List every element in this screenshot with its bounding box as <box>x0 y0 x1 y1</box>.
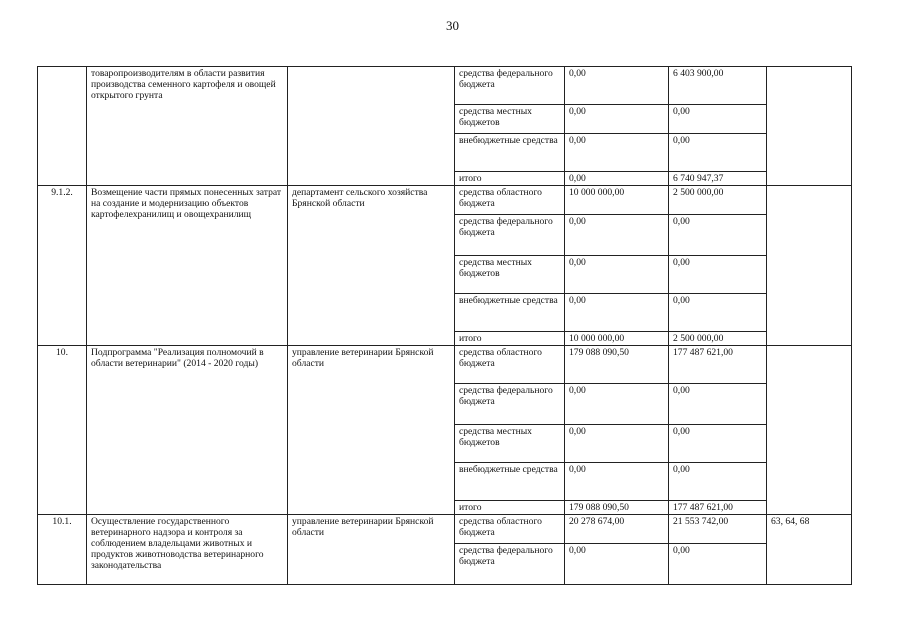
funding-source: средства федерального бюджета <box>455 384 565 425</box>
amount-1: 0,00 <box>565 105 669 134</box>
amount-2: 0,00 <box>669 105 767 134</box>
amount-1: 0,00 <box>565 172 669 186</box>
amount-1: 0,00 <box>565 215 669 256</box>
funding-source: средства областного бюджета <box>455 346 565 384</box>
funding-source: внебюджетные средства <box>455 294 565 332</box>
amount-1: 10 000 000,00 <box>565 332 669 346</box>
item-name: Осуществление государственного ветеринарного надзора и контроля за соблюдением владельцами животных и продуктов животноводства ветеринарного законодательства <box>87 515 288 585</box>
amount-1: 179 088 090,50 <box>565 501 669 515</box>
amount-1: 10 000 000,00 <box>565 186 669 215</box>
amount-2: 0,00 <box>669 544 767 585</box>
amount-2: 2 500 000,00 <box>669 186 767 215</box>
funding-source: внебюджетные средства <box>455 134 565 172</box>
funding-source: средства федерального бюджета <box>455 215 565 256</box>
amount-2: 6 740 947,37 <box>669 172 767 186</box>
table-row <box>38 186 852 215</box>
amount-2: 0,00 <box>669 215 767 256</box>
funding-source: средства местных бюджетов <box>455 105 565 134</box>
funding-source: средства федерального бюджета <box>455 544 565 585</box>
amount-2: 0,00 <box>669 384 767 425</box>
amount-2: 0,00 <box>669 256 767 294</box>
amount-1: 0,00 <box>565 463 669 501</box>
item-name: товаропроизводителям в области развития производства семенного картофеля и овощей открытого грунта <box>87 67 288 186</box>
item-executor <box>288 67 455 186</box>
indicator-numbers <box>767 186 852 346</box>
amount-2: 0,00 <box>669 425 767 463</box>
funding-source: средства местных бюджетов <box>455 256 565 294</box>
page-number: 30 <box>446 18 459 33</box>
item-executor: департамент сельского хозяйства Брянской области <box>288 186 455 346</box>
funding-source: итого <box>455 172 565 186</box>
table-row <box>38 346 852 384</box>
funding-source: средства федерального бюджета <box>455 67 565 105</box>
amount-2: 21 553 742,00 <box>669 515 767 544</box>
amount-1: 0,00 <box>565 294 669 332</box>
amount-2: 2 500 000,00 <box>669 332 767 346</box>
funding-source: итого <box>455 501 565 515</box>
amount-1: 0,00 <box>565 134 669 172</box>
amount-2: 0,00 <box>669 294 767 332</box>
amount-2: 0,00 <box>669 463 767 501</box>
amount-1: 179 088 090,50 <box>565 346 669 384</box>
amount-1: 0,00 <box>565 256 669 294</box>
item-name: Возмещение части прямых понесенных затрат на создание и модернизацию объектов картофелехранилищ и овощехранилищ <box>87 186 288 346</box>
amount-2: 177 487 621,00 <box>669 346 767 384</box>
indicator-numbers <box>767 346 852 515</box>
item-number: 10.1. <box>38 515 87 585</box>
item-executor: управление ветеринарии Брянской области <box>288 346 455 515</box>
amount-1: 0,00 <box>565 544 669 585</box>
amount-1: 0,00 <box>565 425 669 463</box>
funding-source: средства областного бюджета <box>455 515 565 544</box>
budget-table <box>37 66 852 585</box>
indicator-numbers: 63, 64, 68 <box>767 515 852 585</box>
funding-source: средства местных бюджетов <box>455 425 565 463</box>
funding-source: внебюджетные средства <box>455 463 565 501</box>
amount-2: 6 403 900,00 <box>669 67 767 105</box>
item-number <box>38 67 87 186</box>
amount-2: 0,00 <box>669 134 767 172</box>
item-name: Подпрограмма "Реализация полномочий в области ветеринарии" (2014 - 2020 годы) <box>87 346 288 515</box>
amount-1: 20 278 674,00 <box>565 515 669 544</box>
funding-source: средства областного бюджета <box>455 186 565 215</box>
table-row <box>38 515 852 544</box>
item-executor: управление ветеринарии Брянской области <box>288 515 455 585</box>
indicator-numbers <box>767 67 852 186</box>
item-number: 10. <box>38 346 87 515</box>
item-number: 9.1.2. <box>38 186 87 346</box>
funding-source: итого <box>455 332 565 346</box>
amount-2: 177 487 621,00 <box>669 501 767 515</box>
table-row <box>38 67 852 105</box>
amount-1: 0,00 <box>565 384 669 425</box>
amount-1: 0,00 <box>565 67 669 105</box>
